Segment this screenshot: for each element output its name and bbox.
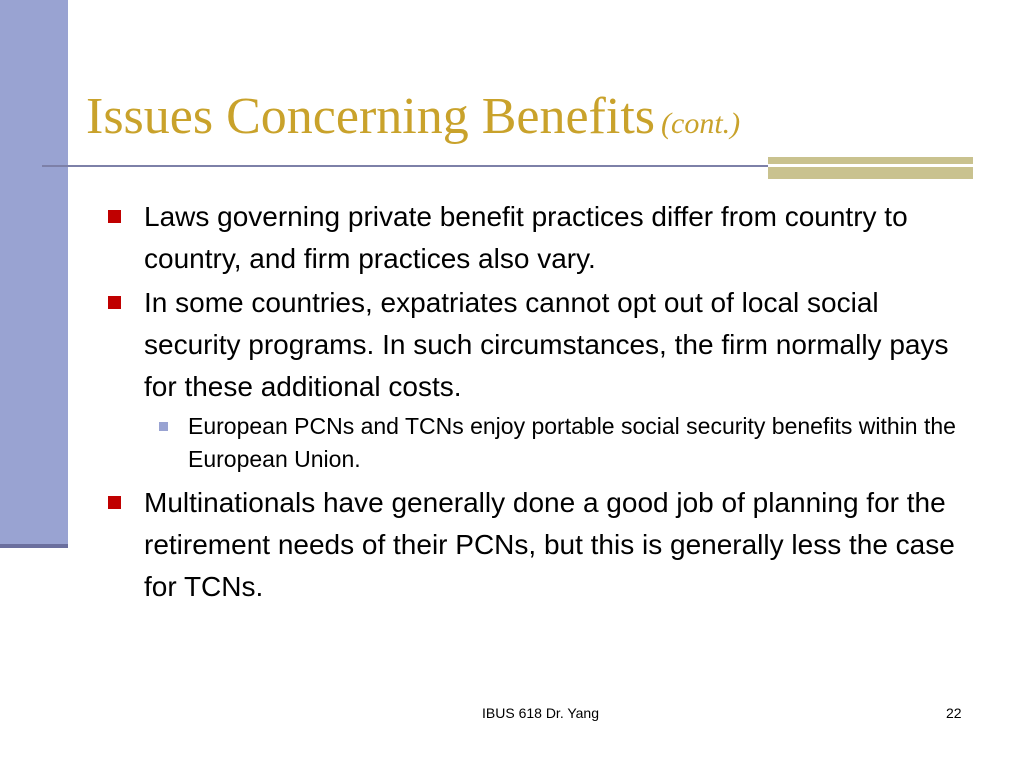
square-bullet-icon [108,296,121,309]
left-bar-bottom-edge [0,544,68,548]
slide-title [86,88,740,145]
bullet-text: Laws governing private benefit practices differ from country to country, and firm practices also vary. [144,201,908,274]
left-decorative-bar [0,0,68,544]
small-square-bullet-icon [159,422,168,431]
square-bullet-icon [108,496,121,509]
bullet-text: Multinationals have generally done a good job of planning for the retirement needs of their PCNs, but this is generally less the case for TCNs. [144,487,955,602]
bullet-list [100,196,980,610]
square-bullet-icon [108,210,121,223]
sub-bullet-text: European PCNs and TCNs enjoy portable social security benefits within the European Union. [188,413,956,472]
bullet-text: In some countries, expatriates cannot opt out of local social security programs. In such circumstances, the firm normally pays for these additional costs. [144,287,949,402]
slide-footer: IBUS 618 Dr. Yang [482,705,599,721]
title-underline [42,165,774,167]
bullet-item [100,482,980,608]
bullet-item [100,196,980,280]
title-accent-line [768,164,973,167]
sub-bullet-list [144,410,980,476]
page-number: 22 [946,705,962,721]
bullet-item [100,282,980,476]
slide-title-suffix: (cont.) [661,107,741,140]
slide-title-text: Issues Concerning Benefits [86,88,656,145]
sub-bullet-item [144,410,980,476]
title-accent-block [768,157,973,179]
